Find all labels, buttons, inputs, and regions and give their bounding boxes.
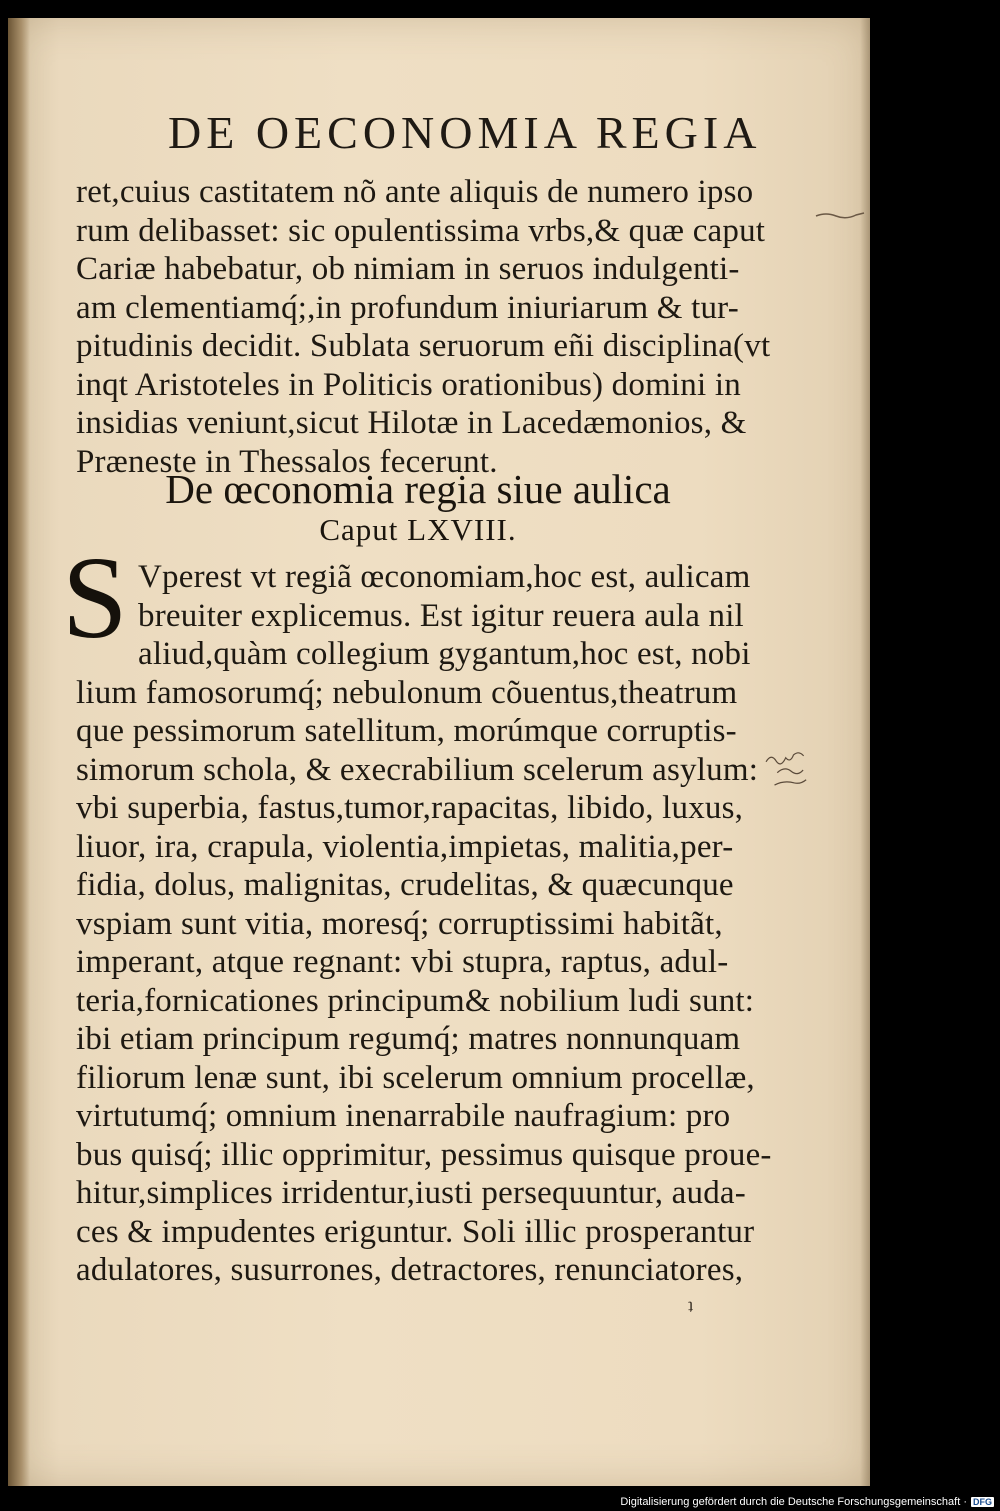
text-line: fidia, dolus, malignitas, crudelitas, & quæcunque	[76, 867, 734, 903]
book-page	[8, 18, 870, 1486]
text-line: Cariæ habebatur, ob nimiam in seruos indulgenti-	[76, 251, 740, 287]
text-line: aliud,quàm collegium gygantum,hoc est, nobi	[138, 636, 751, 672]
text-line: breuiter explicemus. Est igitur reuera aula nil	[138, 597, 744, 634]
signature-mark: ʇ	[688, 1296, 694, 1316]
text-line: hitur,simplices irridentur,iusti persequuntur, auda-	[76, 1175, 746, 1211]
text-line: rum delibasset: sic opulentissima vrbs,& quæ caput	[76, 212, 766, 249]
credit-text: Digitalisierung gefördert durch die Deutsche Forschungsgemeinschaft ·	[620, 1496, 967, 1508]
text-line: vspiam sunt vitia, moresq́; corruptissimi habitãt,	[76, 905, 723, 942]
text-line: am clementiamq́;,in profundum iniuriarum & tur-	[76, 289, 739, 326]
text-line: pitudinis decidit. Sublata seruorum eñi disciplina(vt	[76, 328, 771, 364]
text-line: Vperest vt regiã œconomiam,hoc est, aulicam	[138, 559, 751, 595]
text-line: insidias veniunt,sicut Hilotæ in Lacedæmonios, &	[76, 405, 747, 441]
handwritten-margin-note	[761, 740, 846, 798]
text-line: vbi superbia, fastus,tumor,rapacitas, libido, luxus,	[76, 790, 744, 826]
text-line: teria,fornicationes principum& nobilium ludi sunt:	[76, 982, 755, 1019]
chapter-heading: De œconomia regia siue aulica	[165, 466, 671, 512]
text-line: inqt Aristoteles in Politicis orationibus) domini in	[76, 366, 741, 403]
chapter-number: Caput LXVIII.	[319, 512, 517, 547]
text-line: ces & impudentes eriguntur. Soli illic prosperantur	[76, 1213, 755, 1250]
margin-stroke-mark	[814, 210, 866, 220]
page-gutter	[8, 18, 30, 1486]
text-line: ibi etiam principum regumq́; matres nonnunquam	[76, 1021, 741, 1057]
page-edge	[860, 18, 870, 1486]
paragraph-2	[76, 558, 776, 1290]
text-line: ret,cuius castitatem nõ ante aliquis de numero ipso	[76, 174, 754, 210]
running-head: DE OECONOMIA REGIA	[168, 107, 762, 158]
paragraph-1	[76, 173, 776, 481]
text-line: liuor, ira, crapula, violentia,impietas, malitia,per-	[76, 828, 734, 865]
text-line: adulatores, susurrones, detractores, renunciatores,	[76, 1252, 744, 1288]
text-line: lium famosorumq́; nebulonum cõuentus,theatrum	[76, 674, 738, 711]
drop-cap-initial: S	[62, 532, 128, 663]
text-line: Præneste in Thessalos fecerunt.	[76, 443, 498, 480]
text-line: imperant, atque regnant: vbi stupra, raptus, adul-	[76, 944, 729, 980]
text-line: simorum schola, & execrabilium scelerum asylum:	[76, 751, 759, 788]
text-line: que pessimorum satellitum, morúmque corruptis-	[76, 713, 737, 749]
dfg-logo-icon: DFG	[973, 1497, 992, 1507]
digitization-credit	[620, 1496, 994, 1508]
text-line: filiorum lenæ sunt, ibi scelerum omnium procellæ,	[76, 1059, 755, 1096]
text-line: virtutumq́; omnium inenarrabile naufragium: pro	[76, 1098, 731, 1134]
text-line: bus quisq́; illic opprimitur, pessimus quisque proue-	[76, 1136, 772, 1173]
